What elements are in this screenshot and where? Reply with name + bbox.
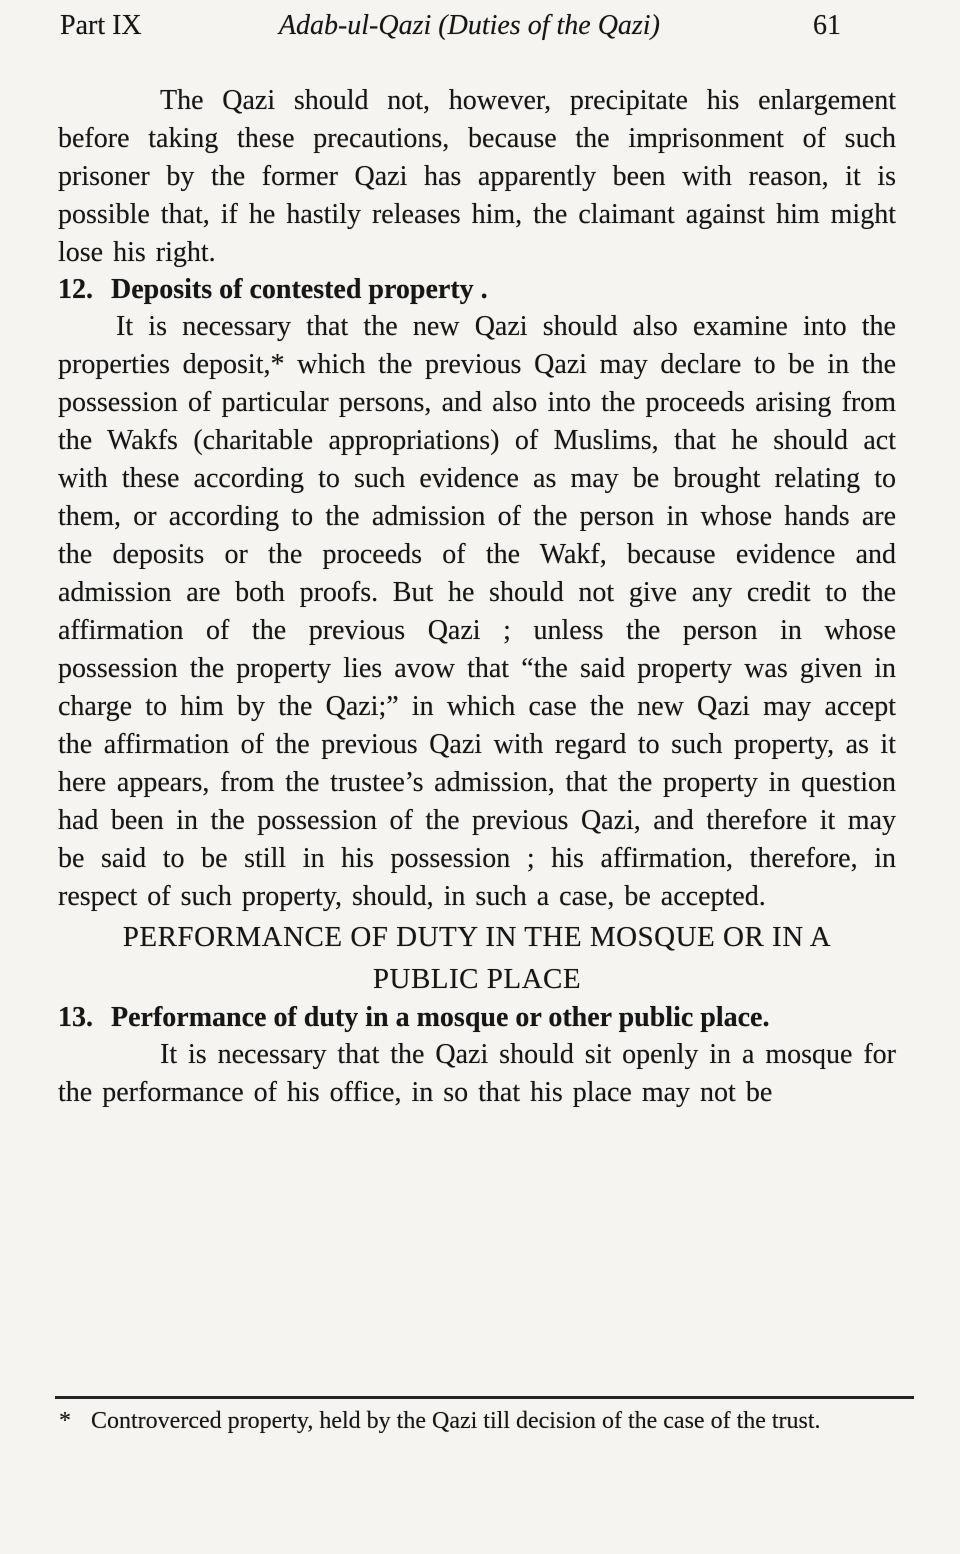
chapter-heading-performance-of-duty: PERFORMANCE OF DUTY IN THE MOSQUE OR IN A PUBLIC PLACE (122, 921, 832, 995)
section-title: Deposits of contested property . (111, 274, 488, 305)
page-header (58, 8, 896, 48)
footnote-text: Controverced property, held by the Qazi till decision of the case of the trust. (91, 1408, 821, 1434)
paragraph-deposits: It is necessary that the new Qazi should also examine into the properties deposit,* which the previous Qazi may declare to be in the possession of particular persons, and also into the proceeds arising from the Wakfs (charitable appropriations) of Muslims, that he should act with these according to such evidence as may be brought relating to them, or according to the admission of the person in whose hands are the deposits or the proceeds of the Wakf, because evidence and admission are both proofs. But he should not give any credit to the affirmation of the previous Qazi ; unless the person in whose possession the property lies avow that “the said property was given in charge to him by the Qazi;” in which case the new Qazi may accept the affirmation of the previous Qazi with regard to such property, as it here appears, from the trustee’s admission, that the property in question had been in the possession of the previous Qazi, and therefore it may be said to be still in his possession ; his affirmation, therefore, in respect of such property, should, in such a case, be accepted. (58, 311, 896, 912)
paragraph-sit-openly: It is necessary that the Qazi should sit openly in a mosque for the performance of his office, in so that his place may not be (58, 1039, 896, 1108)
header-page-number: 61 (813, 10, 841, 41)
section-heading-13 (58, 1000, 896, 1036)
header-book-title: Adab-ul-Qazi (Duties of the Qazi) (278, 10, 660, 41)
section-title: Performance of duty in a mosque or other public place. (111, 1002, 770, 1033)
section-number: 13. (58, 1002, 93, 1033)
section-number: 12. (58, 274, 93, 305)
footnote-marker: * (59, 1408, 71, 1434)
paragraph-qazi-enlargement: The Qazi should not, however, precipitate his enlargement before taking these precautions, because the imprisonment of such prisoner by the former Qazi has apparently been with reason, it is possible that, if he hastily releases him, the claimant against him might lose his right. (58, 85, 896, 268)
section-heading-12 (58, 272, 896, 308)
header-part-label: Part IX (60, 10, 142, 41)
footnote (55, 1396, 914, 1436)
